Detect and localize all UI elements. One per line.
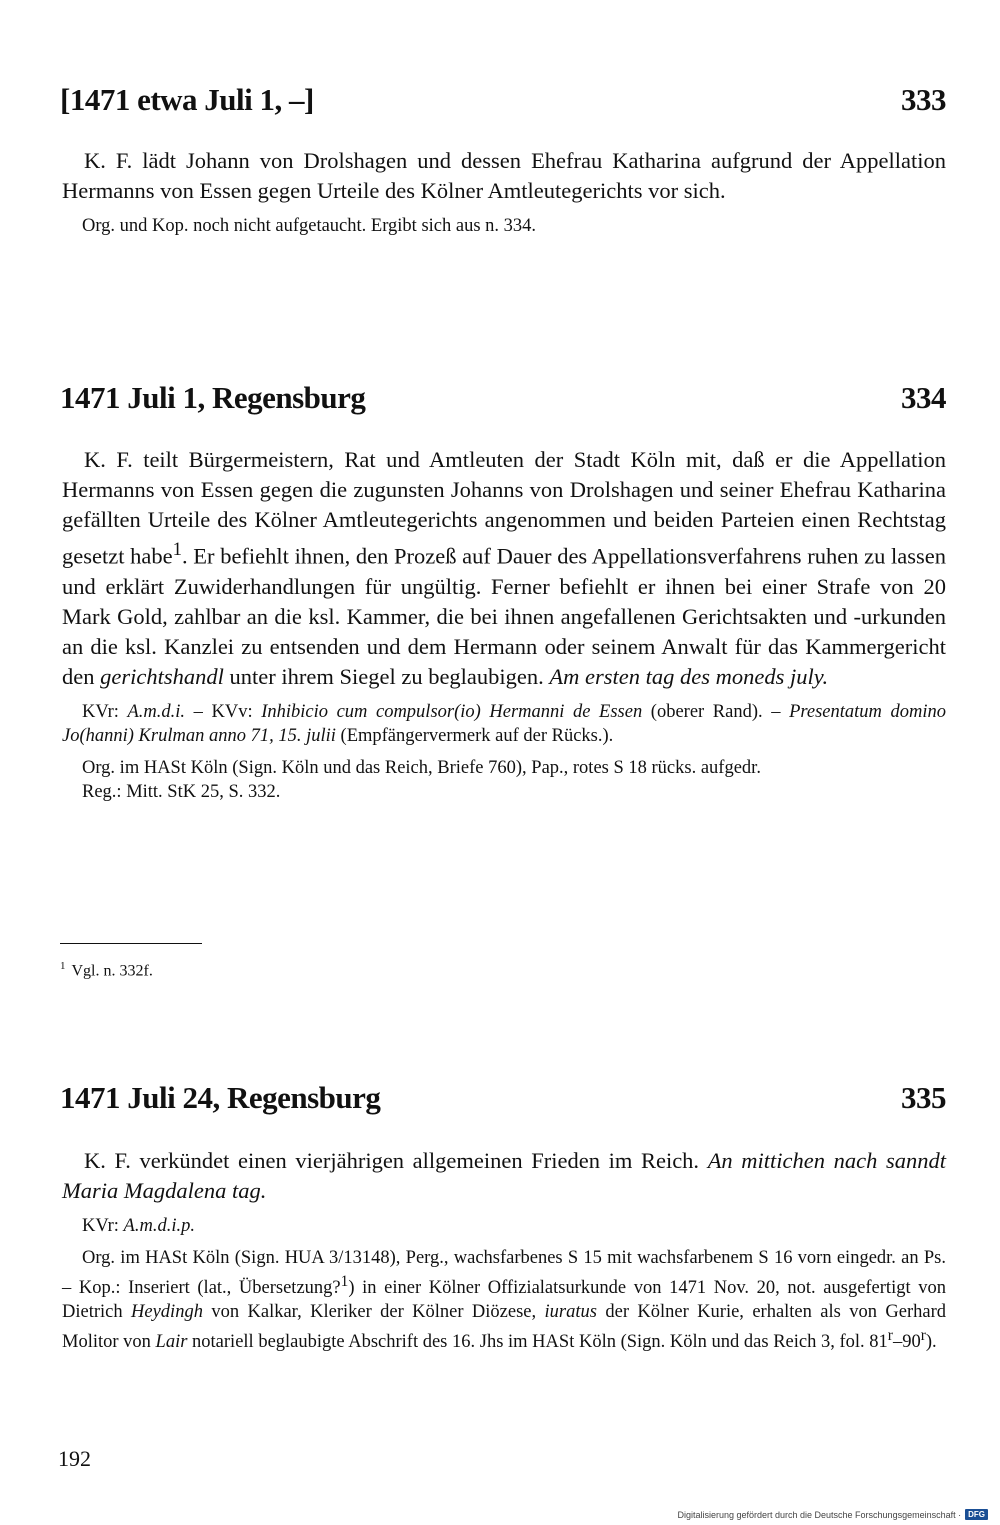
entry-333-heading: [60, 82, 946, 118]
regest-reference: Reg.: Mitt. StK 25, S. 332.: [82, 781, 281, 802]
entry-number: 333: [901, 82, 946, 117]
regest-text: K. F. teilt Bürgermeistern, Rat und Amtleuten der Stadt Köln mit, daß er die Appellation Hermanns von Essen gegen die zugunsten Johanns von Drolshagen und seiner Ehefrau Katharina gefällten Urteile des Kölner Amtleutegerichts angenommen und beiden Parteien einen Rechtstag gesetzt habe$^1$. Er befiehlt ihnen, den Prozeß auf Dauer des Appellationsverfahrens ruhen zu lassen und erklärt Zuwiderhandlungen für ungültig. Ferner befiehlt er ihnen bei einer Strafe von 20 Mark Gold, zahlbar an die ksl. Kammer, die bei ihnen angefallenen Gerichtsakten und -urkunden an die ksl. Kanzlei zu entsenden und dem Hermann oder seinem Anwalt für das Kammergericht den gerichtshandl unter ihrem Siegel zu beglaubigen. Am ersten tag des moneds july.: [62, 447, 947, 689]
entry-335-body: [62, 1146, 946, 1354]
kanzleivermerk-note: KVr: A.m.d.i.p.: [82, 1216, 195, 1236]
original-note: Org. im HASt Köln (Sign. Köln und das Reich, Briefe 760), Pap., rotes S 18 rücks. aufgedr.: [82, 757, 761, 778]
original-note: Org. im HASt Köln (Sign. HUA 3/13148), Perg., wachsfarbenes S 15 mit wachsfarbenem S 16 vorn eingedr. an Ps. – Kop.: Inseriert (lat., Übersetzung?$^1$) in einer Kölner Offizialatsurkunde von 1471 Nov. 20, not. ausgefertigt von Dietrich Heydingh von Kalkar, Kleriker der Kölner Diözese, iuratus der Kölner Kurie, erhalten als von Gerhard Molitor von Lair notariell beglaubigte Abschrift des 16. Jhs im HASt Köln (Sign. Köln und das Reich 3, fol. 81$^r$–90$^r$).: [62, 1248, 946, 1353]
entry-number: 334: [901, 380, 946, 415]
entry-date-title: 1471 Juli 1, Regensburg: [60, 380, 366, 415]
regest-text: K. F. verkündet einen vierjährigen allgemeinen Frieden im Reich. An mittichen nach sanndt Maria Magdalena tag.: [62, 1148, 946, 1203]
regest-text: K. F. lädt Johann von Drolshagen und dessen Ehefrau Katharina aufgrund der Appellation Hermanns von Essen gegen Urteile des Kölner Amtleutegerichts vor sich.: [62, 148, 946, 203]
footnote-divider: [60, 943, 202, 944]
entry-number: 335: [901, 1080, 946, 1115]
footnote-ref: 1: [172, 539, 182, 560]
entry-333-body: [62, 146, 946, 238]
footnote-text: Vgl. n. 332f.: [71, 962, 153, 980]
dfg-logo-icon: DFG: [965, 1509, 988, 1520]
entry-334-heading: [60, 380, 946, 416]
source-note: Org. und Kop. noch nicht aufgetaucht. Ergibt sich aus n. 334.: [82, 216, 537, 236]
entry-334-body: [62, 445, 946, 804]
kanzleivermerk-note: KVr: A.m.d.i. – KVv: Inhibicio cum compulsor(io) Hermanni de Essen (oberer Rand). – Presentatum domino Jo(hanni) Krulman anno 71, 15. julii (Empfängervermerk auf der Rücks.).: [62, 701, 946, 746]
footnote-ref: 1: [340, 1273, 349, 1290]
funding-footer: [677, 1509, 988, 1520]
footnote: [60, 955, 153, 982]
entry-date-title: [1471 etwa Juli 1, –]: [60, 82, 314, 117]
entry-335-heading: [60, 1080, 946, 1116]
page-number: 192: [58, 1446, 91, 1471]
entry-date-title: 1471 Juli 24, Regensburg: [60, 1080, 381, 1115]
funding-text: Digitalisierung gefördert durch die Deutsche Forschungsgemeinschaft ·: [677, 1509, 962, 1520]
footnote-mark: 1: [60, 960, 66, 972]
